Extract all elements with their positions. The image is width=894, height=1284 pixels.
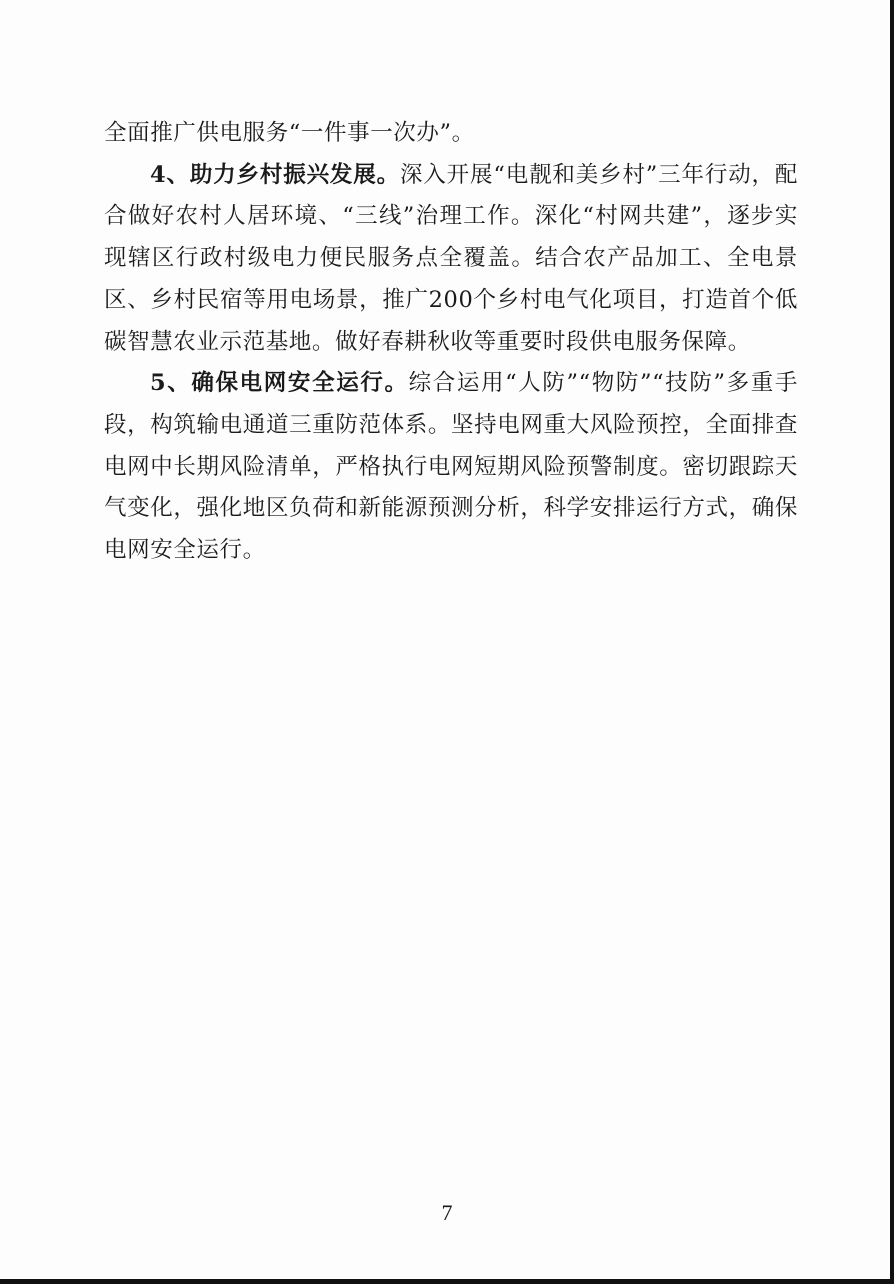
paragraph-text: 综合运用“人防”“物防”“技防”多重手段，构筑输电通道三重防范体系。坚持电网重大风险预控，全面排查电网中长期风险清单，严格执行电网短期风险预警制度。密切跟踪天气变化，强化地区负荷和新能源预测分析，科学安排运行方式，确保电网安全运行。 [104,370,798,564]
paragraph-text: 深入开展“电靓和美乡村”三年行动，配合做好农村人居环境、“三线”治理工作。深化“村网共建”，逐步实现辖区行政村级电力便民服务点全覆盖。结合农产品加工、全电景区、乡村民宿等用电场景，推广200个乡村电气化项目，打造首个低碳智慧农业示范基地。做好春耕秋收等重要时段供电服务保障。 [104,161,798,355]
scan-edge-bottom [0,1279,894,1284]
section-heading: 5、确保电网安全运行。 [150,370,409,397]
paragraph-grid-safety [104,363,798,572]
page-number: 7 [441,1200,453,1225]
paragraph-continuation [104,113,798,155]
paragraph-rural-revitalization [104,155,798,364]
scan-edge-right [890,0,894,1284]
document-body [104,113,798,572]
section-heading: 4、助力乡村振兴发展。 [150,161,400,188]
paragraph-text: 全面推广供电服务“一件事一次办”。 [104,120,475,146]
